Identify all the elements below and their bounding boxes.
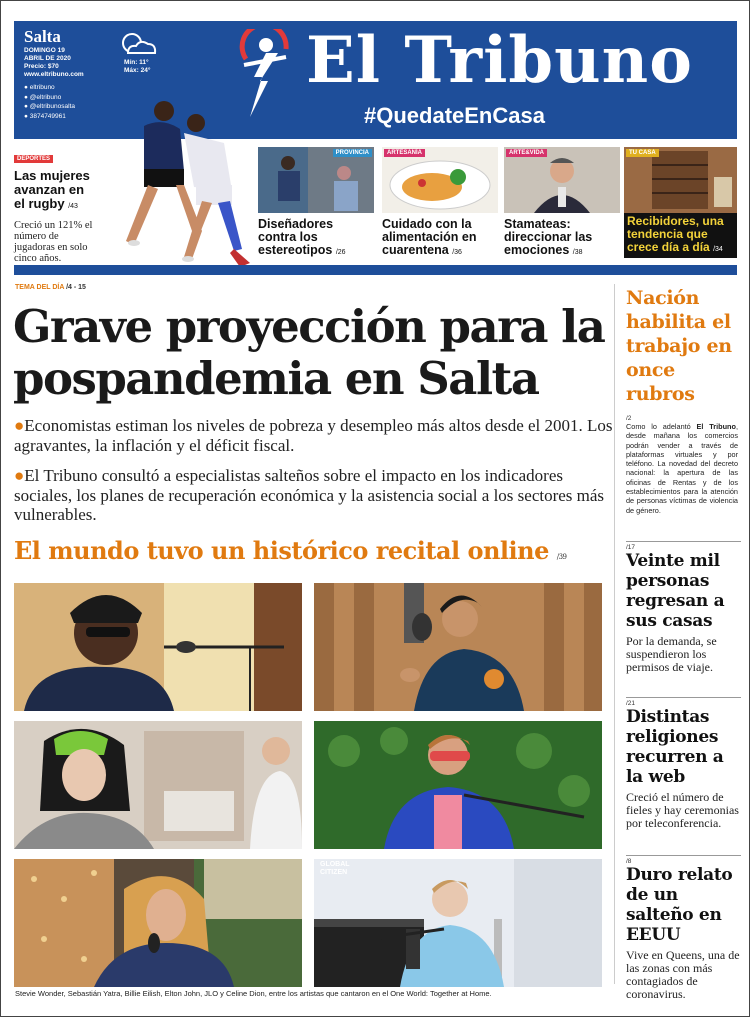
edition-date-day: DOMINGO 19 xyxy=(24,47,65,54)
teaser-artesania[interactable] xyxy=(382,147,498,259)
story-page: /8 xyxy=(626,858,632,865)
story-rule xyxy=(626,697,741,698)
teaser-photo xyxy=(504,147,620,213)
social-instagram: ● @eltribunosalta xyxy=(24,103,75,110)
teaser-deportes[interactable] xyxy=(14,147,94,264)
edition-date-month: ABRIL DE 2020 xyxy=(24,55,71,62)
photo-caption: Stevie Wonder, Sebastián Yatra, Billie Eilish, Elton John, JLO y Celine Dion, entre los artistas que cantaron en el One World: Together at Home. xyxy=(15,989,492,998)
sidebar-story-religiones[interactable] xyxy=(626,697,741,830)
photo-billie-eilish xyxy=(14,721,302,849)
teaser-body: Creció un 121% el número de jugadoras en solo cinco años. xyxy=(14,220,93,264)
teaser-photo xyxy=(258,147,374,213)
cloud-sun-icon xyxy=(118,31,158,59)
teaser-headline: Cuidado con la alimentación en cuarentena /36 xyxy=(382,217,477,257)
story-page: /21 xyxy=(626,700,636,707)
story-headline: Distintas religiones recurren a la web xyxy=(626,707,724,787)
teaser-headline: Diseñadores contra los estereotipos /26 xyxy=(258,217,346,257)
main-bullet-1: ●Economistas estiman los niveles de pobreza y desempleo más altos desde el 2001. Los agravantes, la inflación y el déficit fiscal. xyxy=(14,416,613,455)
social-whatsapp: ● 3874749961 xyxy=(24,112,66,120)
story-body: Por la demanda, se suspendieron los permisos de viaje. xyxy=(626,634,717,674)
newspaper-title: El Tribuno xyxy=(306,23,693,98)
story-page: /2 xyxy=(626,415,632,422)
section-kicker: PROVINCIA xyxy=(333,149,372,157)
sidebar-story-duro-relato[interactable] xyxy=(626,855,741,1001)
edition-city: Salta xyxy=(24,27,61,46)
photo-sebastian-yatra xyxy=(314,583,602,711)
social-facebook: ● eltribuno xyxy=(24,84,55,91)
story-rule xyxy=(626,541,741,542)
social-twitter: ● @eltribuno xyxy=(24,93,62,101)
edition-price: Precio: $70 xyxy=(24,63,59,70)
temp-min: Mín: 11° xyxy=(124,59,149,66)
tema-del-dia-label: TEMA DEL DÍA /4 - 15 xyxy=(15,284,86,291)
teaser-tu-casa[interactable] xyxy=(624,147,737,258)
sidebar-story-veinte-mil[interactable] xyxy=(626,541,741,674)
teaser-headline: Stamateas: direccionar las emociones /38 xyxy=(504,217,593,257)
weather-box xyxy=(118,31,158,74)
teaser-headline: Las mujeres avanzan en el rugby /43 xyxy=(14,168,90,211)
photo-stevie-wonder xyxy=(14,583,302,711)
story-page: /17 xyxy=(626,544,636,551)
teaser-photo xyxy=(382,147,498,213)
social-handles xyxy=(24,83,84,121)
story-body: Como lo adelantó El Tribuno, desde mañana los comercios podrán vender a través de plataformas virtuales y por teléfono. La novedad del decreto nacional: la apertura de las oficinas de Rentas y de los establecimientos para la atención de personas víctimas de violencia de género. xyxy=(626,422,738,515)
teaser-headline: Recibidores, una tendencia que crece día a día /34 xyxy=(624,213,737,258)
photo-celine-dion xyxy=(314,859,602,987)
story-headline: Veinte mil personas regresan a sus casas xyxy=(626,551,725,631)
story-headline: Duro relato de un salteño en EEUU xyxy=(626,865,733,945)
sidebar-nacion-headline[interactable]: Nación habilita el trabajo en once rubros xyxy=(626,287,732,405)
section-kicker: ARTESANÍA xyxy=(384,149,425,157)
section-kicker: TU CASA xyxy=(626,149,659,157)
section-kicker: DEPORTES xyxy=(14,155,53,163)
temp-max: Máx: 24° xyxy=(124,67,151,74)
edition-info xyxy=(24,27,84,121)
story-body: Vive en Queens, una de las zonas con más contagiados de coronavirus. xyxy=(626,948,740,1001)
rugby-players-photo xyxy=(84,81,254,271)
recital-headline[interactable]: El mundo tuvo un histórico recital online /39 xyxy=(14,536,567,565)
photo-jlo xyxy=(14,859,302,987)
edition-website: www.eltribuno.com xyxy=(24,71,84,78)
sidebar-nacion-story xyxy=(626,415,738,515)
main-bullet-2: ●El Tribuno consultó a especialistas salteños sobre el impacto en los indicadores sociales, los planes de recuperación económica y la asistencia social a los sectores más vulnerables. xyxy=(14,466,605,524)
section-divider-bar xyxy=(14,265,737,275)
global-citizen-overlay: GLOBAL CITIZEN xyxy=(320,861,350,876)
column-divider xyxy=(614,284,615,984)
teaser-provincia[interactable] xyxy=(258,147,374,259)
main-headline[interactable]: Grave proyección para la pospandemia en Salta xyxy=(13,300,605,405)
section-kicker: ARTE&VIDA xyxy=(506,149,547,157)
story-body: Creció el número de fieles y hay ceremonias por teleconferencia. xyxy=(626,790,739,830)
masthead-hashtag: #QuedateEnCasa xyxy=(364,103,545,128)
teaser-photo xyxy=(624,147,737,213)
teaser-strip xyxy=(14,141,737,267)
photo-elton-john xyxy=(314,721,602,849)
teaser-arte-vida[interactable] xyxy=(504,147,620,259)
story-rule xyxy=(626,855,741,856)
